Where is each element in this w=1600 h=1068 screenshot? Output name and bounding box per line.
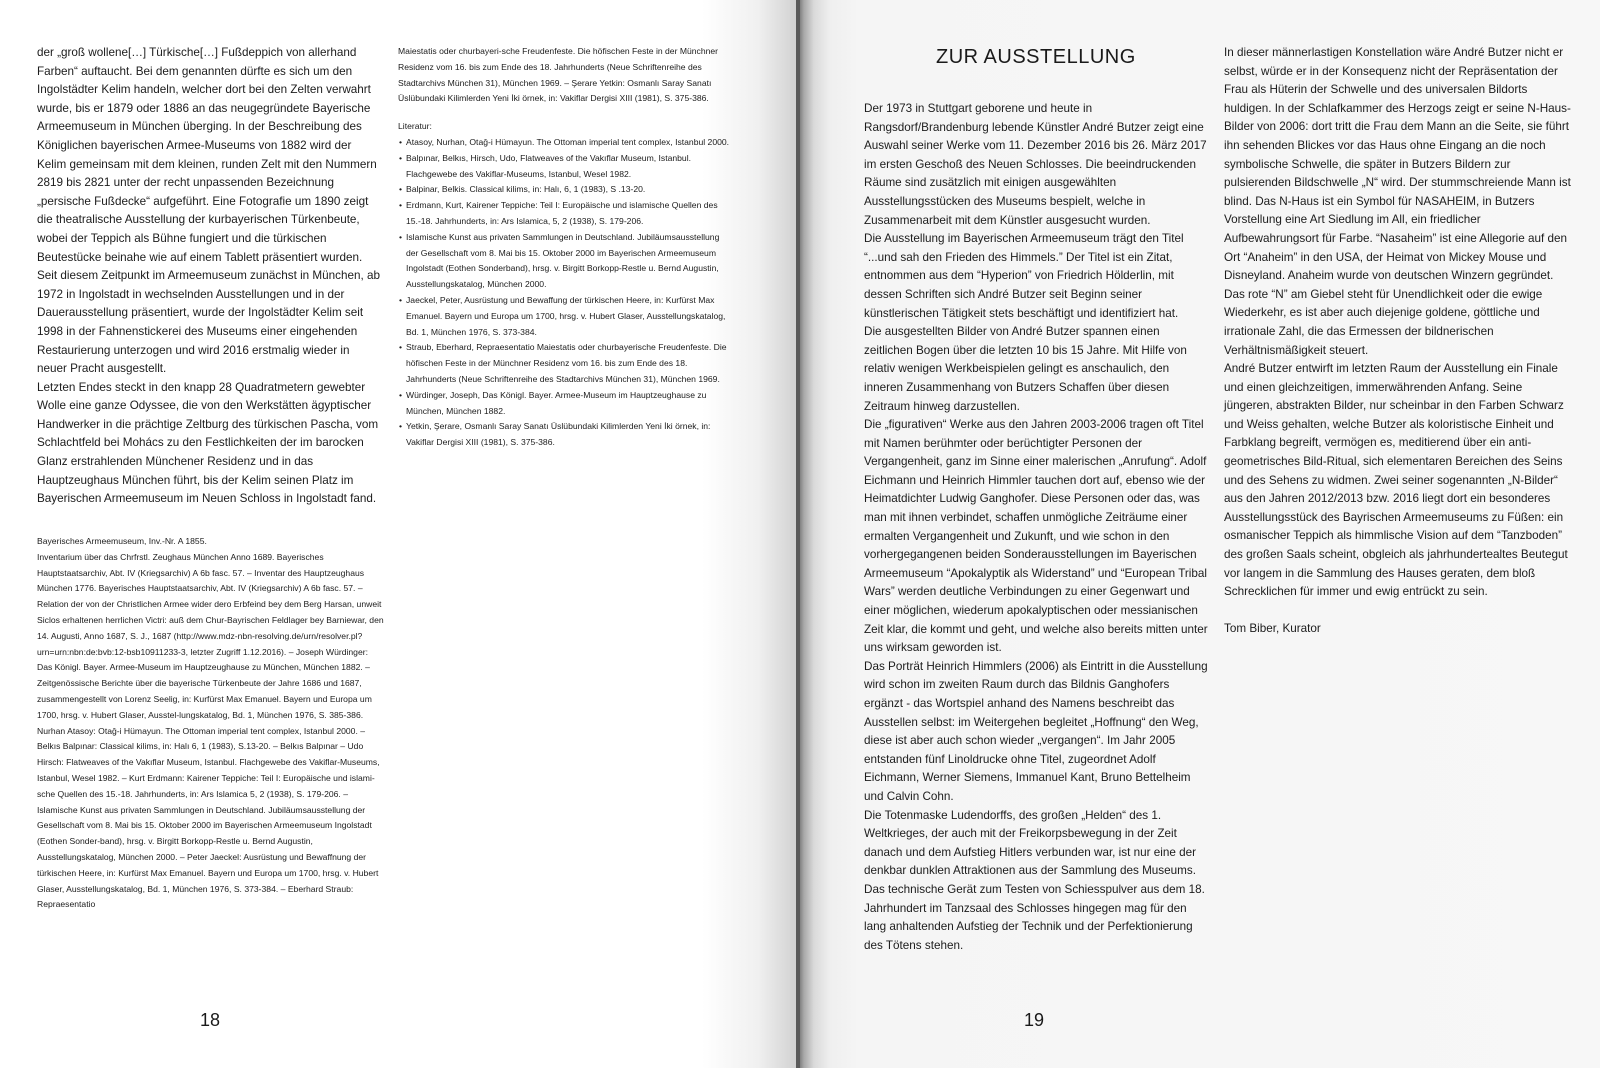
right-second-column <box>1224 44 1572 638</box>
left-paragraph: Seit diesem Zeitpunkt im Armeemuseum zunächst in München, ab 1972 in Ingolstadt in wechselnden Ausstellungen und in der Dauerausstellung präsentiert, wurde der Ingolstädter Kelim seit 1998 in der Fahnenstickerei des Museums einer eingehenden Restaurierung unterzogen und wird 2016 erstmalig wieder in neuer Pracht ausgestellt. <box>37 269 380 376</box>
right-paragraph: Die ausgestellten Bilder von André Butzer spannen einen zeitlichen Bogen über die letzten 10 bis 15 Jahre. Mit Hilfe von relativ wenigen Werkbeispielen gelingt es anschaulich, den inneren Zusammenhang von Butzers Schaffen über diesen Zeitraum hinweg darzustellen. <box>864 325 1187 413</box>
curator-signature: Tom Biber, Kurator <box>1224 621 1321 635</box>
right-paragraph: Die „figurativen“ Werke aus den Jahren 2003-2006 tragen oft Titel mit Namen berühmter oder berüchtigter Personen der Vergangenheit, ganz im Sinne einer malerischen „Anrufung“. Adolf Eichmann und Heinrich Himmler tauchen dort auf, ebenso wie der Heimatdichter Ludwig Ganghofer. Diese Personen oder das, was man mit ihnen verbindet, schaffen unmögliche Zeiträume einer ermalten Vergangenheit und Zukunft, und wie schon in den vorhergegangenen beiden Sonderausstellungen im Bayerischen Armeemuseum “Apokalyptik als Widerstand” und “European Tribal Wars” werden deutliche Verbindungen zu einer Gegenwart und einer möglichen, wiederum apokalyptischen oder messianischen Zeit klar, die kommt und geht, und welche also bereits mitten unter uns wirksam geworden ist. <box>864 418 1208 655</box>
footnotes <box>37 534 385 913</box>
literature-heading: Literatur: <box>398 121 432 132</box>
right-paragraph: Die Totenmaske Ludendorffs, des großen „Helden“ des 1. Weltkrieges, der auch mit der Freikorpsbewegung in der Zeit danach und dem Aufstieg Hitlers verbunden war, ist nur eine der denkbar dunklen Attraktionen aus der Sammlung des Museums. Das technische Gerät zum Testen von Schiesspulver aus dem 18. Jahrhundert im Tanzsaal des Schlosses hingegen mag für den lang anhaltenden Aufstieg der Technik und der Perfektionierung des Tötens stehen. <box>864 808 1205 952</box>
right-paragraph: André Butzer entwirft im letzten Raum der Ausstellung ein Finale und einen gleichzeitigen, immerwährenden Anfang. Seine jüngeren, abstrakten Bilder, nur scheinbar in den Farben Schwarz und Weiss gehalten, welche Butzer als koloristische Einheit und Farbklang begreift, vermögen es, meditierend über ein anti-geometrisches Bild-Ritual, sich elementaren Bereichen des Seins und des Sehens zu widmen. Zwei seiner sogenannten „N-Bilder“ aus den Jahren 2012/2013 bzw. 2016 liegt dort ein besonderes Ausstellungsstück des Bayrischen Armeemuseums zu Füßen: ein osmanischer Teppich als himmlische Vision auf dem “Tanzboden” des großen Saals scheint, obgleich als jahrhundertealtes Beutegut vor langem in die Sammlung des Hauses geraten, dem bloß Schrecklichen für immer und ewig entrückt zu sein. <box>1224 362 1568 599</box>
left-paragraph: Letzten Endes steckt in den knapp 28 Quadratmetern gewebter Wolle eine ganze Odyssee, die von den Werkstätten ägyptischer Handwerker in die prächtige Zeltburg des türkischen Pascha, vom Schlachtfeld bei Mohács zu den Festlichkeiten der im barocken Glanz erstrahlenden Münchener Residenz und in das Hauptzeughaus München führt, bis der Kelim seinen Platz im Bayerischen Armeemuseum im Neuen Schloss in Ingolstadt fand. <box>37 380 379 506</box>
left-second-column <box>398 44 732 451</box>
literature-list <box>398 135 732 451</box>
book-gutter <box>796 0 800 1068</box>
footnote: Bayerisches Armeemuseum, Inv.-Nr. A 1855. <box>37 536 207 546</box>
literature-item: • Würdinger, Joseph, Das Königl. Bayer. Armee-Museum im Hauptzeughause zu München, München 1882. <box>398 388 732 420</box>
literature-item: • Yetkin, Şerare, Osmanlı Saray Sanatı Üslübundaki Kilimlerden Yeni İki örnek, in: Vakiflar Dergisi XIII (1981), S. 375-386. <box>398 419 732 451</box>
literature-item: • Jaeckel, Peter, Ausrüstung und Bewaffung der türkischen Heere, in: Kurfürst Max Emanuel. Bayern und Europa um 1700, hrsg. v. Hubert Glaser, Ausstellungskatalog, Bd. 1, München 1976, S. 373-384. <box>398 293 732 340</box>
literature-item: • Erdmann, Kurt, Kairener Teppiche: Teil I: Europäische und islamische Quellen des 15.-18. Jahrhunderts, in: Ars Islamica, 5, 2 (1938), S. 179-206. <box>398 198 732 230</box>
left-page <box>0 0 798 1068</box>
right-paragraph: Das Porträt Heinrich Himmlers (2006) als Eintritt in die Ausstellung wird schon im zweiten Raum durch das Bildnis Ganghofers ergänzt - das Wortspiel anhand des Namens beschreibt das Ausstellen selbst: im Weitergehen begleitet „Hoffnung“ den Weg, diese ist aber auch schon wieder „vergangen“. Im Jahr 2005 entstanden fünf Linoldrucke ohne Titel, zugeordnet Adolf Eichmann, Werner Siemens, Immanuel Kant, Bruno Bettelheim und Calvin Cohn. <box>864 659 1208 803</box>
section-heading: ZUR AUSSTELLUNG <box>936 46 1136 68</box>
literature-item: • Balpınar, Belkıs, Hirsch, Udo, Flatweaves of the Vakıflar Museum, Istanbul. Flachgewebe des Vakiflar-Museums, Istanbul, Wesel 1982. <box>398 151 732 183</box>
right-paragraph: Der 1973 in Stuttgart geborene und heute in Rangsdorf/Brandenburg lebende Künstler André Butzer zeigt eine Auswahl seiner Werke vom 11. Dezember 2016 bis 26. März 2017 im ersten Geschoß des Neuen Schlosses. Die beeindruckenden Räume sind zusätzlich mit einigen ausgewählten Ausstellungsstücken des Museums bespielt, welche in Zusammenarbeit mit dem Künstler ausgesucht wurden. <box>864 102 1207 227</box>
left-paragraph: der „groß wollene[…] Türkische[…] Fußdeppich von allerhand Farben“ auftaucht. Bei dem genannten dürfte es sich um den Ingolstädter Kelim handeln, welcher dort bei den Zelten verwahrt wurde, bis er 1879 oder 1886 an das neugegründete Bayerische Armeemuseum in München überging. In der Beschreibung des Königlichen bayerischen Armee-Museums von 1882 wird der Kelim gemeinsam mit dem kleinen, runden Zelt mit den Nummern 2819 bis 2821 unter der recht unpassenden Bezeichnung „persische Fußdecke“ aufgeführt. Eine Fotografie um 1890 zeigt die theatralische Ausstellung der kurbayerischen Türkenbeute, wobei der Teppich als Bühne fungiert und die türkischen Beutestücke beinahe wie auf einem Tablett präsentiert wurden. <box>37 46 377 264</box>
right-paragraph: In dieser männerlastigen Konstellation wäre André Butzer nicht er selbst, würde er in der Konsequenz nicht der Repräsentation der Frau als Hüterin der Schwelle und des universalen Bildorts huldigen. In der Schlafkammer des Herzogs zeigt er seine N-Haus-Bilder von 2006: dort tritt die Frau dem Mann an die Seite, sie führt ihn sehenden Blickes vor das Haus ohne Eingang an die noch symbolische Schwelle, die später in Butzers Bildern zur pulsierenden Bildschwelle „N“ wird. Der stummschreiende Mann ist blind. Das N-Haus ist ein Symbol für NASAHEIM, in Butzers Vorstellung eine Art Siedlung im All, ein friedlicher Aufbewahrungsort für Farbe. “Nasaheim” ist eine Allegorie auf den Ort “Anaheim” in den USA, der Heimat von Mickey Mouse und Disneyland. Anaheim wurde von deutschen Winzern gegründet. Das rote “N” am Giebel steht für Unendlichkeit oder die ewige Wiederkehr, es ist aber auch diejenige goldene, göttliche und irrationale Zahl, die das Ermessen der bildnerischen Verhältnismäßigkeit steuert. <box>1224 46 1571 357</box>
literature-item: • Atasoy, Nurhan, Otağ-i Hümayun. The Ottoman imperial tent complex, Istanbul 2000. <box>398 135 732 151</box>
literature-item: • Islamische Kunst aus privaten Sammlungen in Deutschland. Jubiläumsausstellung der Gesellschaft vom 8. Mai bis 15. Oktober 2000 im Bayerischen Armeemuseum Ingolstadt (Eothen Sonderband), hrsg. v. Birgitt Borkopp-Restle u. Bernd Augustin, Ausstellungskatalog, München 2000. <box>398 230 732 293</box>
left-main-column <box>37 44 382 509</box>
literature-item: • Straub, Eberhard, Repraesentatio Maiestatis oder churbayerische Freudenfeste. Die höfischen Feste in der Münchner Residenz vom 16. bis zum Ende des 18. Jahrhunderts (Neue Schriftenreihe des Stadtarchivs München 31), München 1969. <box>398 340 732 387</box>
right-paragraph: Die Ausstellung im Bayerischen Armeemuseum trägt den Titel “...und sah den Frieden des Himmels.” Der Titel ist ein Zitat, entnommen aus dem “Hyperion” von Friedrich Hölderlin, mit dessen Schriften sich André Butzer seit Beginn seiner künstlerischen Tätigkeit stets beschäftigt und identifiziert hat. <box>864 232 1184 320</box>
literature-item: • Balpinar, Belkis. Classical kilims, in: Halı, 6, 1 (1983), S .13-20. <box>398 182 732 198</box>
footnote-continuation: Maiestatis oder churbayeri-sche Freudenfeste. Die höfischen Feste in der Münchner Residenz vom 16. bis zum Ende des 18. Jahrhunderts (Neue Schriftenreihe des Stadtarchivs München 31), München 1969. – Şerare Yetkin: Osmanlı Saray Sanatı Üslübundaki Kilimlerden Yeni İki örnek, in: Vakiflar Dergisi XIII (1981), S. 375-386. <box>398 46 719 104</box>
right-page <box>798 0 1600 1068</box>
page-number-left: 18 <box>200 1010 221 1030</box>
footnote: Nurhan Atasoy: Otağ-i Hümayun. The Ottoman imperial tent complex, Istanbul 2000. – Belkıs Balpınar: Classical kilims, in: Halı 6, 1 (1983), S.13-20. – Belkıs Balpınar – Udo Hirsch: Flatweaves of the Vakıflar Museum, Istanbul. Flachgewebe des Vakiflar-Museums, Istanbul, Wesel 1982. – Kurt Erdmann: Kairener Teppiche: Teil I: Europäische und islami-sche Quellen des 15.-18. Jahrhunderts, in: Ars Islamica 5, 2 (1938), S. 179-206. – Islamische Kunst aus privaten Sammlungen in Deutschland. Jubiläumsausstellung der Gesellschaft vom 8. Mai bis 15. Oktober 2000 im Bayerischen Armeemuseum Ingolstadt (Eothen Sonder-band), hrsg. v. Birgitt Borkopp-Restle u. Bernd Augustin, Ausstellungskatalog, München 2000. – Peter Jaeckel: Ausrüstung und Bewaffnung der türkischen Heere, in: Kurfürst Max Emanuel. Bayern und Europa um 1700, hrsg. v. Hubert Glaser, Ausstellungskatalog, Bd. 1, München 1976, S. 373-384. – Eberhard Straub: Repraesentatio <box>37 725 380 910</box>
right-first-column <box>864 100 1210 955</box>
footnote: Inventarium über das Chrfrstl. Zeughaus München Anno 1689. Bayerisches Hauptstaatsarchiv, Abt. IV (Kriegsarchiv) A 6b fasc. 57. – Inventar des Hauptzeughaus München 1776. Bayerisches Hauptstaatsarchiv, Abt. IV (Kriegsarchiv) A 6b fasc. 57. – Relation der von der Christlichen Armee wider dero Erbfeind bey dem Berg Harsan, unweit Siclos erhaltenen herrlichen Victri: auß dem Chur-Bayrischen Feldlager bey Barniewar, den 14. Augusti, Anno 1687, S. J., 1687 (http://www.mdz-nbn-resolving.de/urn/resolver.pl?urn=urn:nbn:de:bvb:12-bsb10911233-3, letzter Zugriff 1.12.2016). – Joseph Würdinger: Das Königl. Bayer. Armee-Museum im Hauptzeughause zu München, München 1882. – Zeitgenössische Berichte über die bayerische Türkenbeute der Jahre 1686 und 1687, zusammengestellt von Lorenz Seelig, in: Kurfürst Max Emanuel. Bayern und Europa um 1700, hrsg. v. Hubert Glaser, Ausstel-lungskatalog, Bd. 1, München 1976, S. 385-386. <box>37 551 384 720</box>
page-number-right: 19 <box>1024 1010 1045 1030</box>
